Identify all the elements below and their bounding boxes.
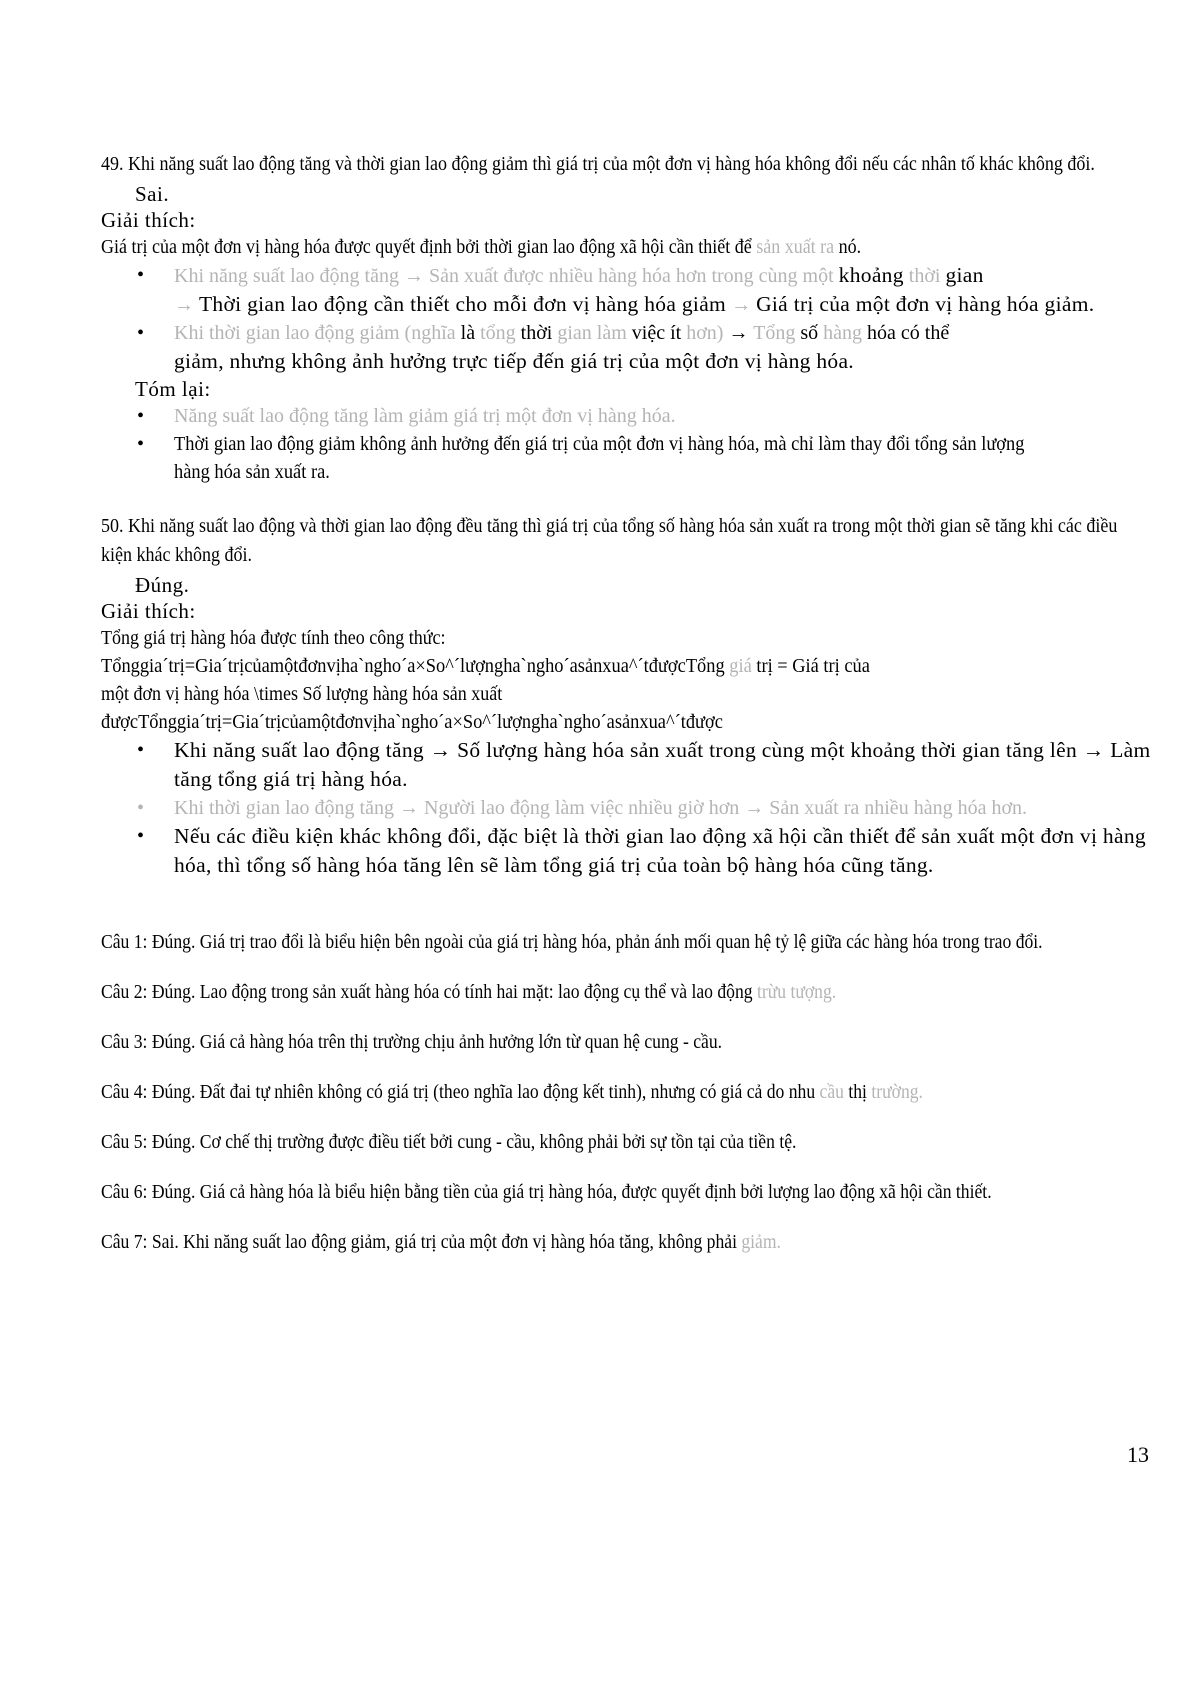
summary-bullet-1 <box>101 402 1161 430</box>
q50-b3: Nếu các điều kiện khác không đổi, đặc biệt là thời gian lao động xã hội cần thiết để sản xuất một đơn vị hàng hóa, thì tổng số hàng hóa tăng lên sẽ làm tổng giá trị của toàn bộ hàng hóa cũng tăng. <box>174 824 1146 877</box>
bullet-icon: • <box>137 825 145 847</box>
question-50: 50. Khi năng suất lao động và thời gian lao động đều tăng thì giá trị của tổng số hàng hóa sản xuất ra trong một thời gian sẽ tăng khi các điều kiện khác không đổi. <box>101 515 1118 566</box>
bullet-icon: • <box>137 797 145 819</box>
b2-faded2: tổng <box>480 322 516 344</box>
b1-text2: gian <box>945 263 984 287</box>
cau-7-text: Câu 7: Sai. Khi năng suất lao động giảm, giá trị của một đơn vị hàng hóa tăng, không phải <box>101 1231 737 1253</box>
cau-4-faded2: trường. <box>871 1081 923 1103</box>
bullet-icon: • <box>137 405 145 427</box>
cau-7 <box>101 1228 1166 1256</box>
answer-49: Sai. <box>135 182 170 206</box>
b2-faded6: hàng <box>823 322 863 344</box>
bullet-icon: • <box>137 322 145 344</box>
b2-text5: số <box>800 322 819 344</box>
summary-1: Năng suất lao động tăng làm giảm giá trị một đơn vị hàng hóa. <box>174 405 676 427</box>
bullet-icon: • <box>137 739 145 761</box>
b2-faded: Khi thời gian lao động giảm (nghĩa <box>174 322 456 344</box>
explain-title-50: Giải thích: <box>101 599 196 623</box>
b2-faded3: gian làm <box>557 322 627 344</box>
q49-bullets <box>101 261 1161 376</box>
q50-bullet-1 <box>101 736 1161 794</box>
arrow-icon: → <box>174 294 194 316</box>
arrow-icon: → <box>728 322 749 344</box>
b1-text: khoảng <box>838 263 904 287</box>
b2-text2: thời <box>520 322 553 344</box>
b2-text: là <box>460 322 476 344</box>
cau-4-faded: cầu <box>819 1081 844 1103</box>
cau-7-faded: giảm. <box>741 1231 781 1253</box>
explain-faded: sản xuất ra <box>756 236 835 258</box>
summary-bullet-2 <box>101 430 1161 486</box>
b2-text3: việc ít <box>631 322 682 344</box>
b1-faded2: thời <box>908 265 941 287</box>
bullet-icon: • <box>137 264 145 286</box>
formula-line-1 <box>101 652 1159 680</box>
answer-50: Đúng. <box>135 573 190 597</box>
b2-rest: giảm, nhưng không ảnh hưởng trực tiếp đến giá trị của một đơn vị hàng hóa. <box>174 349 854 373</box>
page-number: 13 <box>1127 1442 1149 1467</box>
formula-intro: Tổng giá trị hàng hóa được tính theo công thức: <box>101 627 446 649</box>
cau-1: Câu 1: Đúng. Giá trị trao đổi là biểu hiện bên ngoài của giá trị hàng hóa, phản ánh mối quan hệ tỷ lệ giữa các hàng hóa trong trao đổi. <box>101 931 1043 953</box>
bullet-icon: • <box>137 433 145 455</box>
q50-bullet-2 <box>101 794 1161 822</box>
cau-6: Câu 6: Đúng. Giá cả hàng hóa là biểu hiện bằng tiền của giá trị hàng hóa, được quyết định bởi lượng lao động xã hội cần thiết. <box>101 1181 992 1203</box>
summary-2: Thời gian lao động giảm không ảnh hưởng đến giá trị của một đơn vị hàng hóa, mà chỉ làm thay đổi tổng sản lượng hàng hóa sản xuất ra. <box>174 433 1025 483</box>
cau-5: Câu 5: Đúng. Cơ chế thị trường được điều tiết bởi cung - cầu, không phải bởi sự tồn tại của tiền tệ. <box>101 1131 797 1153</box>
formula-faded: giá <box>729 655 752 677</box>
b1-rest: Thời gian lao động cần thiết cho mỗi đơn vị hàng hóa giảm <box>199 292 727 316</box>
explain-main: Giá trị của một đơn vị hàng hóa được quyết định bởi thời gian lao động xã hội cần thiết để <box>101 236 752 258</box>
b1-faded: Khi năng suất lao động tăng → Sản xuất được nhiều hàng hóa hơn trong cùng một <box>174 265 834 287</box>
b2-faded5: Tổng <box>753 322 796 344</box>
cau-2-faded: trừu tượng. <box>756 981 837 1003</box>
document-page <box>101 150 1161 1256</box>
explain-text-49 <box>101 233 1154 261</box>
q49-bullet-2 <box>101 319 1161 376</box>
b2-faded4: hơn) <box>686 322 724 344</box>
formula-line-3: đượcTổnggia´trị=Gia´trịcủamộtđơnvịha`ngho´a×So^´lượngha`ngho´asảnxua^´tđược <box>101 711 723 733</box>
q50-b1: Khi năng suất lao động tăng → Số lượng hàng hóa sản xuất trong cùng một khoảng thời gian tăng lên → Làm tăng tổng giá trị hàng hóa. <box>174 738 1151 791</box>
formula-line-2: một đơn vị hàng hóa \times Số lượng hàng hóa sản xuất <box>101 683 503 705</box>
formula-end: trị = Giá trị của <box>756 655 870 677</box>
question-49: 49. Khi năng suất lao động tăng và thời gian lao động giảm thì giá trị của một đơn vị hàng hóa không đổi nếu các nhân tố khác không đổi. <box>101 153 1095 175</box>
q50-b2: Khi thời gian lao động tăng → Người lao động làm việc nhiều giờ hơn → Sản xuất ra nhiều hàng hóa hơn. <box>174 797 1028 819</box>
formula-text: Tổnggia´trị=Gia´trịcủamộtđơnvịha`ngho´a×So^´lượngha`ngho´asảnxua^´tđượcTổng <box>101 655 725 677</box>
q50-bullet-3 <box>101 822 1161 880</box>
cau-2 <box>101 978 1166 1006</box>
explain-title-49: Giải thích: <box>101 208 196 232</box>
summary-title: Tóm lại: <box>135 377 211 401</box>
b1-rest2: Giá trị của một đơn vị hàng hóa giảm. <box>756 292 1095 316</box>
q49-bullet-1 <box>101 261 1161 319</box>
summary-bullets <box>101 402 1161 486</box>
explain-end: nó. <box>838 236 862 258</box>
cau-4-text: Câu 4: Đúng. Đất đai tự nhiên không có giá trị (theo nghĩa lao động kết tinh), nhưng có giá cả do nhu <box>101 1081 816 1103</box>
cau-3: Câu 3: Đúng. Giá cả hàng hóa trên thị trường chịu ảnh hưởng lớn từ quan hệ cung - cầu. <box>101 1031 723 1053</box>
b2-text6: hóa có thể <box>867 322 950 344</box>
arrow-icon: → <box>731 294 752 316</box>
cau-2-text: Câu 2: Đúng. Lao động trong sản xuất hàng hóa có tính hai mặt: lao động cụ thể và lao động <box>101 981 753 1003</box>
q50-bullets <box>101 736 1161 880</box>
cau-4-mid: thị <box>848 1081 867 1103</box>
cau-4 <box>101 1078 1166 1106</box>
